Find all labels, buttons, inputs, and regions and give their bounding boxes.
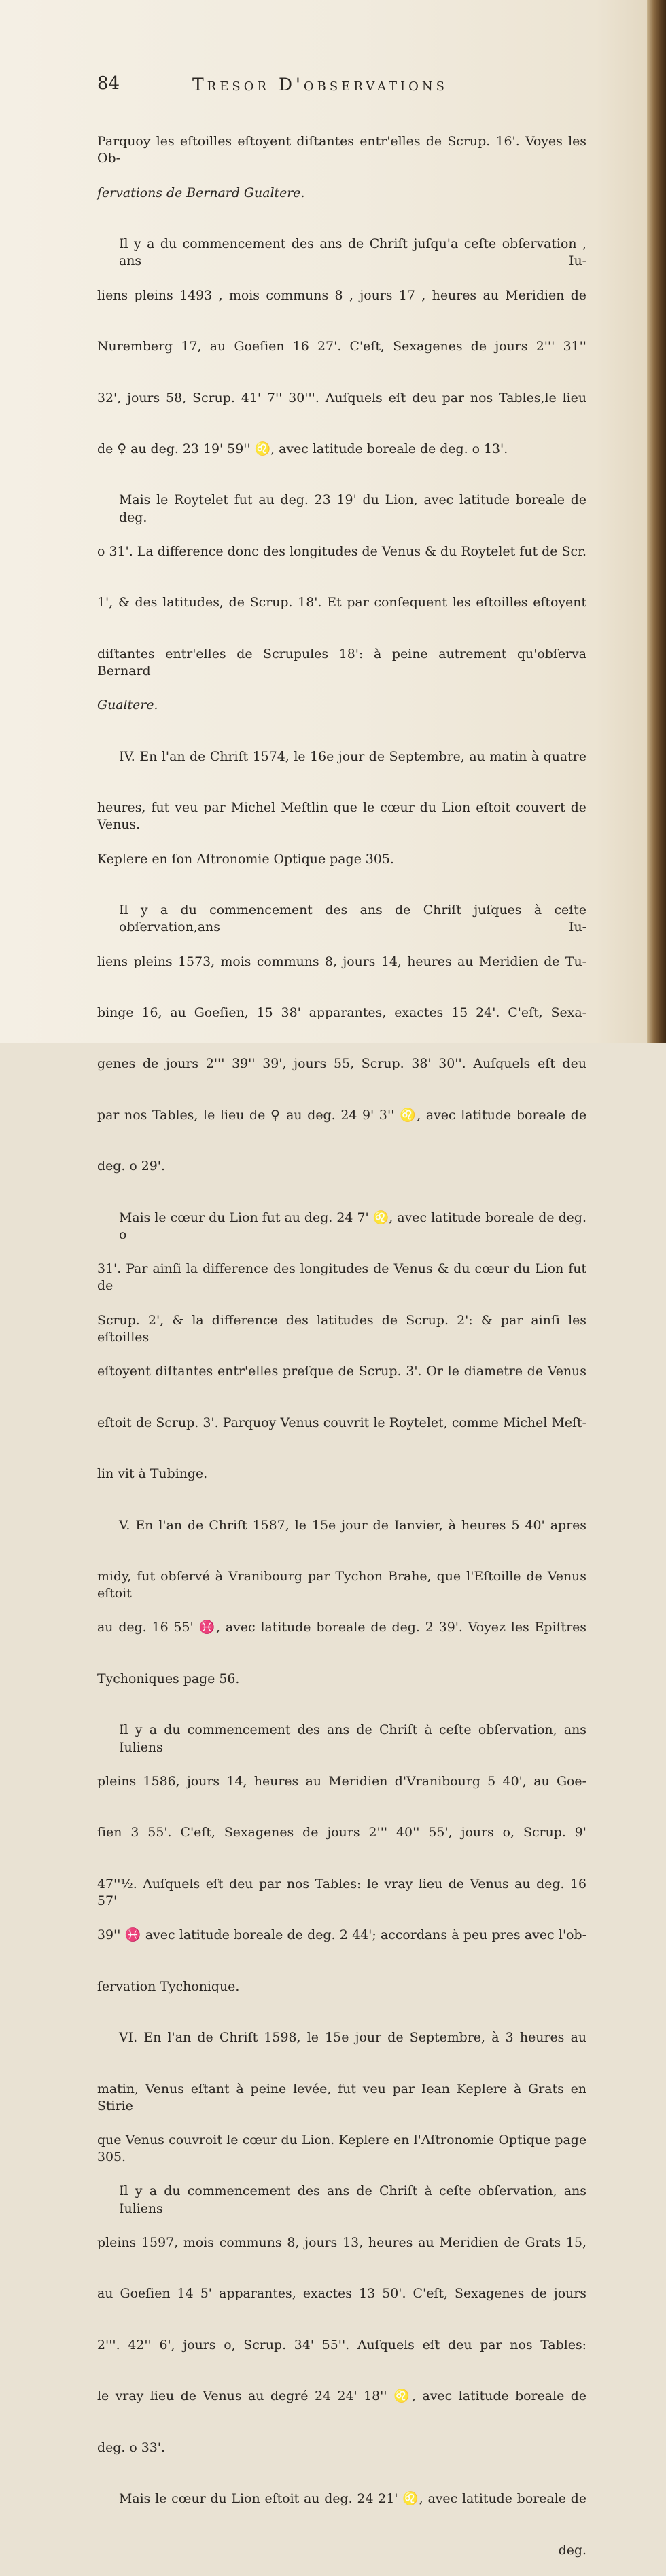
text-line: 39'' ♓ avec latitude boreale de deg. 2 44'; accordans à peu pres avec l'ob-	[97, 1927, 586, 1943]
text-line: 2'''. 42'' 6', jours o, Scrup. 34' 55''. Auſquels eſt deu par nos Tables:	[97, 2337, 586, 2353]
running-title: Tresor D'observations	[192, 75, 448, 94]
text-line: liens pleins 1493 , mois communs 8 , jours 17 , heures au Meridien de	[97, 287, 586, 303]
text-line: 47''½. Auſquels eſt deu par nos Tables: le vray lieu de Venus au deg. 16 57'	[97, 1876, 586, 1908]
text-line: binge 16, au Goeſien, 15 38' apparantes, exactes 15 24'. C'eſt, Sexa-	[97, 1005, 586, 1021]
text-line: ſervations de Bernard Gualtere.	[97, 185, 305, 200]
text-line: o 31'. La difference donc des longitudes de Venus & du Roytelet fut de Scr.	[97, 543, 586, 559]
text-line: diſtantes entr'elles de Scrupules 18': à peine autrement qu'obſerva Bernard	[97, 646, 586, 678]
text-line: que Venus couvroit le cœur du Lion. Keplere en l'Aſtronomie Optique page 305.	[97, 2132, 586, 2165]
text-line: pleins 1597, mois communs 8, jours 13, heures au Meridien de Grats 15,	[97, 2234, 586, 2250]
text-line: Nuremberg 17, au Goeſien 16 27'. C'eſt, Sexagenes de jours 2''' 31''	[97, 339, 586, 355]
text-line: IV. En l'an de Chriſt 1574, le 16e jour de Septembre, au matin à quatre	[119, 748, 586, 764]
text-line: Il y a du commencement des ans de Chriſt à ceſte obſervation, ans Iuliens	[119, 2183, 586, 2216]
text-line: Scrup. 2', & la difference des latitudes de Scrup. 2': & par ainſi les eſtoilles	[97, 1312, 586, 1345]
text-line: par nos Tables, le lieu de ♀ au deg. 24 9' 3'' ♌, avec latitude boreale de	[97, 1107, 586, 1123]
text-line: 1', & des latitudes, de Scrup. 18'. Et par conſequent les eſtoilles eſtoyent	[97, 595, 586, 611]
text-line: 31'. Par ainſi la difference des longitudes de Venus & du cœur du Lion fut de	[97, 1261, 586, 1294]
text-line: midy, fut obſervé à Vranibourg par Tychon Brahe, que l'Eſtoille de Venus eſtoit	[97, 1569, 586, 1601]
text-line: Il y a du commencement des ans de Chriſt à ceſte obſervation, ans Iuliens	[119, 1722, 586, 1755]
binding-edge	[647, 0, 666, 1043]
text-line: Mais le cœur du Lion eſtoit au deg. 24 21' ♌, avec latitude boreale de	[119, 2491, 586, 2507]
text-line: deg.	[558, 2542, 586, 2558]
text-line: Il y a du commencement des ans de Chriſt juſqu'a ceſte obſervation , ans Iu-	[119, 236, 586, 269]
text-line: Mais le cœur du Lion fut au deg. 24 7' ♌, avec latitude boreale de deg. o	[119, 1210, 586, 1242]
text-line: Il y a du commencement des ans de Chriſt juſques à ceſte obſervation,ans Iu-	[119, 903, 586, 935]
page-number: 84	[97, 73, 120, 94]
text-line: Gualtere.	[97, 697, 158, 713]
text-line: le vray lieu de Venus au degré 24 24' 18'' ♌, avec latitude boreale de	[97, 2389, 586, 2404]
text-line: deg. o 29'.	[97, 1159, 165, 1174]
text-line: Parquoy les eſtoilles eſtoyent diſtantes entr'elles de Scrup. 16'. Voyes les Ob-	[97, 134, 586, 166]
text-line: ſien 3 55'. C'eſt, Sexagenes de jours 2''' 40'' 55', jours o, Scrup. 9'	[97, 1825, 586, 1840]
text-line: deg. o 33'.	[97, 2439, 165, 2455]
text-line: pleins 1586, jours 14, heures au Meridien d'Vranibourg 5 40', au Goe-	[97, 1773, 586, 1789]
text-line: eſtoyent diſtantes entr'elles preſque de Scrup. 3'. Or le diametre de Venus	[97, 1364, 586, 1379]
text-line: de ♀ au deg. 23 19' 59'' ♌, avec latitude boreale de deg. o 13'.	[97, 441, 508, 457]
text-line: au Goeſien 14 5' apparantes, exactes 13 50'. C'eſt, Sexagenes de jours	[97, 2286, 586, 2302]
text-line: au deg. 16 55' ♓, avec latitude boreale de deg. 2 39'. Voyez les Epiſtres	[97, 1620, 586, 1635]
text-line: VI. En l'an de Chriſt 1598, le 15e jour de Septembre, à 3 heures au	[119, 2030, 586, 2046]
text-line: 32', jours 58, Scrup. 41' 7'' 30'''. Auſquels eſt deu par nos Tables,le lieu	[97, 390, 586, 405]
text-line: Keplere en ſon Aſtronomie Optique page 305.	[97, 851, 394, 867]
text-line: matin, Venus eſtant à peine levée, fut veu par Iean Keplere à Grats en Stirie	[97, 2081, 586, 2114]
text-line: V. En l'an de Chriſt 1587, le 15e jour de Ianvier, à heures 5 40' apres	[119, 1517, 586, 1533]
text-line: Mais le Roytelet fut au deg. 23 19' du Lion, avec latitude boreale de deg.	[119, 492, 586, 525]
text-line: liens pleins 1573, mois communs 8, jours 14, heures au Meridien de Tu-	[97, 954, 586, 969]
page-header	[97, 73, 586, 101]
text-line: heures, fut veu par Michel Meſtlin que le cœur du Lion eſtoit couvert de Venus.	[97, 800, 586, 833]
text-line: Tychoniques page 56.	[97, 1671, 240, 1686]
text-line: eſtoit de Scrup. 3'. Parquoy Venus couvrit le Roytelet, comme Michel Meſt-	[97, 1415, 586, 1430]
text-line: ſervation Tychonique.	[97, 1978, 240, 1994]
text-line: genes de jours 2''' 39'' 39', jours 55, Scrup. 38' 30''. Auſquels eſt deu	[97, 1056, 586, 1072]
text-line: lin vit à Tubinge.	[97, 1466, 208, 1482]
body-text	[97, 99, 586, 2576]
